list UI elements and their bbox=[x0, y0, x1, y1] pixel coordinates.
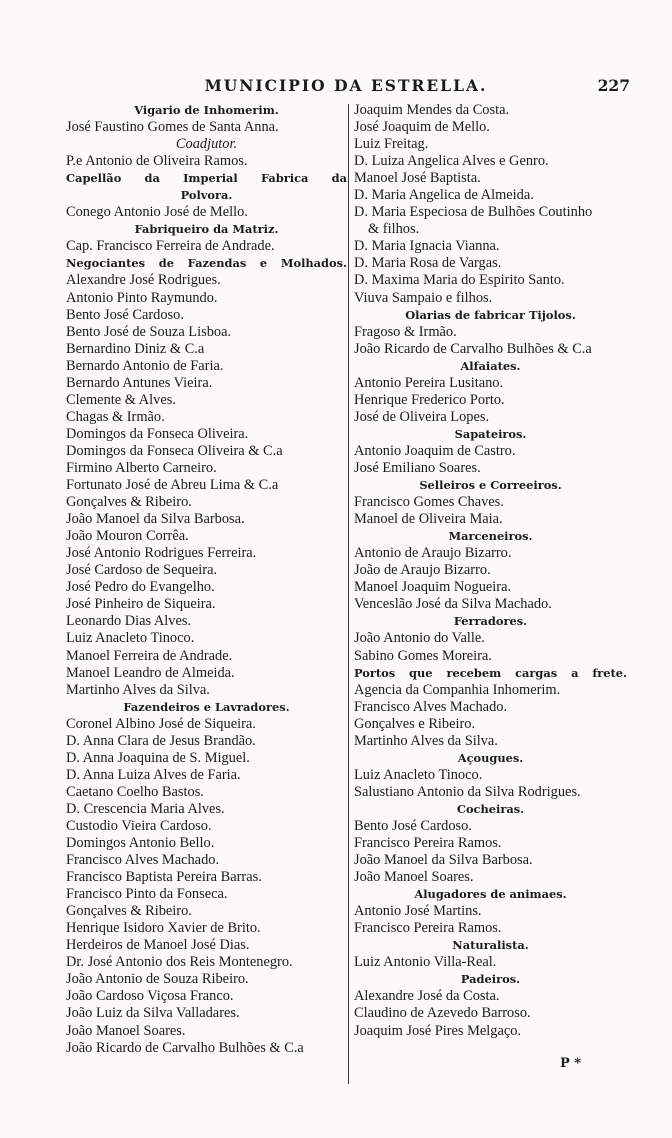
directory-entry: D. Anna Joaquina de S. Miguel. bbox=[66, 749, 250, 766]
directory-entry: Francisco Baptista Pereira Barras. bbox=[66, 869, 262, 886]
section-heading: Capellão da Imperial Fabrica da bbox=[66, 171, 347, 186]
signature-mark: P * bbox=[560, 1056, 582, 1071]
page-header bbox=[62, 74, 630, 96]
directory-entry: D. Maria Angelica de Almeida. bbox=[354, 187, 534, 204]
directory-entry: Fortunato José de Abreu Lima & C.a bbox=[66, 477, 279, 494]
directory-entry: Joaquim José Pires Melgaço. bbox=[354, 1022, 522, 1039]
left-column bbox=[66, 102, 347, 1057]
section-heading: Alugadores de animaes. bbox=[414, 887, 567, 902]
directory-entry: João de Araujo Bizarro. bbox=[354, 562, 491, 579]
directory-entry: Gonçalves & Ribeiro. bbox=[66, 494, 192, 511]
directory-entry: Gonçalves & Ribeiro. bbox=[66, 903, 192, 920]
section-heading: Padeiros. bbox=[460, 972, 521, 987]
directory-entry: Dr. José Antonio dos Reis Montenegro. bbox=[66, 954, 293, 971]
directory-entry: Martinho Alves da Silva. bbox=[354, 732, 498, 749]
directory-entry: Alexandre José Rodrigues. bbox=[66, 272, 221, 289]
section-heading: Portos que recebem cargas a frete. bbox=[354, 665, 627, 680]
directory-entry: José Joaquim de Mello. bbox=[354, 119, 490, 136]
section-heading: Polvora. bbox=[180, 188, 233, 203]
directory-entry: Alexandre José da Costa. bbox=[354, 988, 500, 1005]
directory-entry: Bernardo Antonio de Faria. bbox=[66, 357, 224, 374]
section-heading: Negociantes de Fazendas e Molhados. bbox=[66, 256, 347, 271]
directory-entry: Luiz Freitag. bbox=[354, 136, 429, 153]
directory-entry: Clemente & Alves. bbox=[66, 391, 176, 408]
directory-entry: P.e Antonio de Oliveira Ramos. bbox=[66, 153, 248, 170]
section-heading: Ferradores. bbox=[453, 614, 528, 629]
directory-entry: João Manoel da Silva Barbosa. bbox=[66, 511, 245, 528]
column-divider bbox=[348, 104, 349, 1084]
section-heading: Naturalista. bbox=[452, 938, 529, 953]
directory-entry: João Cardoso Viçosa Franco. bbox=[66, 988, 234, 1005]
directory-entry: José de Oliveira Lopes. bbox=[354, 408, 490, 425]
directory-entry: Henrique Frederico Porto. bbox=[354, 391, 505, 408]
directory-entry: Bento José Cardoso. bbox=[354, 817, 472, 834]
directory-entry: José Emiliano Soares. bbox=[354, 459, 481, 476]
section-heading: Fazendeiros e Lavradores. bbox=[123, 699, 290, 714]
directory-entry: D. Maxima Maria do Espirito Santo. bbox=[354, 272, 565, 289]
directory-entry: Salustiano Antonio da Silva Rodrigues. bbox=[354, 783, 581, 800]
directory-entry-continuation: & filhos. bbox=[368, 221, 420, 238]
directory-entry: Leonardo Dias Alves. bbox=[66, 613, 192, 630]
directory-entry: José Antonio Rodrigues Ferreira. bbox=[66, 545, 257, 562]
directory-entry: Caetano Coelho Bastos. bbox=[66, 783, 204, 800]
directory-entry: Custodio Vieira Cardoso. bbox=[66, 817, 212, 834]
section-subheading: Coadjutor. bbox=[175, 136, 238, 153]
directory-entry: João Luiz da Silva Valladares. bbox=[66, 1005, 240, 1022]
directory-entry: Martinho Alves da Silva. bbox=[66, 681, 210, 698]
directory-entry: João Manoel Soares. bbox=[354, 869, 474, 886]
section-heading: Olarias de fabricar Tijolos. bbox=[405, 307, 576, 322]
directory-entry: Luiz Anacleto Tinoco. bbox=[66, 630, 195, 647]
directory-entry: Bernardo Antunes Vieira. bbox=[66, 374, 213, 391]
directory-entry: Antonio José Martins. bbox=[354, 903, 482, 920]
directory-entry: Fragoso & Irmão. bbox=[354, 323, 457, 340]
directory-entry: Francisco Pereira Ramos. bbox=[354, 920, 502, 937]
directory-entry: João Manoel Soares. bbox=[66, 1022, 186, 1039]
directory-entry: Gonçalves e Ribeiro. bbox=[354, 715, 476, 732]
directory-entry: João Antonio do Valle. bbox=[354, 630, 485, 647]
section-heading: Alfaiates. bbox=[460, 358, 521, 373]
directory-entry: Manoel José Baptista. bbox=[354, 170, 481, 187]
directory-entry: D. Anna Luiza Alves de Faria. bbox=[66, 766, 241, 783]
section-heading: Selleiros e Correeiros. bbox=[419, 478, 562, 493]
directory-entry: Herdeiros de Manoel José Dias. bbox=[66, 937, 250, 954]
directory-entry: Antonio Pereira Lusitano. bbox=[354, 374, 504, 391]
directory-entry: Sabino Gomes Moreira. bbox=[354, 647, 492, 664]
directory-entry: José Faustino Gomes de Santa Anna. bbox=[66, 119, 279, 136]
directory-entry: Joaquim Mendes da Costa. bbox=[354, 102, 510, 118]
directory-entry: D. Maria Rosa de Vargas. bbox=[354, 255, 502, 272]
page-number: 227 bbox=[597, 76, 630, 95]
directory-entry: Bernardino Diniz & C.a bbox=[66, 340, 205, 357]
page-title: MUNICIPIO DA ESTRELLA. bbox=[204, 76, 488, 95]
directory-entry: D. Maria Ignacia Vianna. bbox=[354, 238, 500, 255]
directory-entry: João Ricardo de Carvalho Bulhões & C.a bbox=[354, 340, 592, 357]
directory-entry: D. Anna Clara de Jesus Brandão. bbox=[66, 732, 256, 749]
directory-entry: José Pedro do Evangelho. bbox=[66, 579, 215, 596]
section-heading: Cocheiras. bbox=[456, 801, 525, 816]
directory-entry: Claudino de Azevedo Barroso. bbox=[354, 1005, 531, 1022]
directory-entry: Domingos da Fonseca Oliveira & C.a bbox=[66, 442, 283, 459]
directory-entry: Francisco Pereira Ramos. bbox=[354, 835, 502, 852]
directory-entry: José Pinheiro de Siqueira. bbox=[66, 596, 216, 613]
directory-entry: José Cardoso de Sequeira. bbox=[66, 562, 218, 579]
directory-entry: Francisco Alves Machado. bbox=[354, 698, 508, 715]
directory-entry: Antonio Pinto Raymundo. bbox=[66, 289, 218, 306]
directory-entry: Manoel Ferreira de Andrade. bbox=[66, 647, 233, 664]
directory-entry: Firmino Alberto Carneiro. bbox=[66, 459, 217, 476]
directory-entry: Francisco Gomes Chaves. bbox=[354, 494, 504, 511]
directory-entry: João Ricardo de Carvalho Bulhões & C.a bbox=[66, 1039, 304, 1056]
directory-entry: Bento José de Souza Lisboa. bbox=[66, 323, 232, 340]
directory-entry: Bento José Cardoso. bbox=[66, 306, 184, 323]
directory-entry: Francisco Pinto da Fonseca. bbox=[66, 886, 228, 903]
directory-entry: D. Luiza Angelica Alves e Genro. bbox=[354, 153, 549, 170]
directory-entry: Viuva Sampaio e filhos. bbox=[354, 289, 493, 306]
directory-entry: Conego Antonio José de Mello. bbox=[66, 204, 248, 221]
section-heading: Sapateiros. bbox=[454, 426, 527, 441]
directory-entry: Francisco Alves Machado. bbox=[66, 852, 220, 869]
right-column bbox=[354, 102, 627, 1040]
directory-entry: Henrique Isidoro Xavier de Brito. bbox=[66, 920, 261, 937]
directory-entry: Manoel de Oliveira Maia. bbox=[354, 511, 503, 528]
directory-entry: Luiz Antonio Villa-Real. bbox=[354, 954, 497, 971]
directory-entry: Manoel Joaquim Nogueira. bbox=[354, 579, 512, 596]
directory-entry: D. Maria Especiosa de Bulhões Coutinho bbox=[354, 204, 593, 221]
directory-entry: D. Crescencia Maria Alves. bbox=[66, 800, 225, 817]
directory-entry: Antonio de Araujo Bizarro. bbox=[354, 545, 512, 562]
directory-entry: Venceslão José da Silva Machado. bbox=[354, 596, 552, 613]
directory-entry: Manoel Leandro de Almeida. bbox=[66, 664, 235, 681]
section-heading: Açougues. bbox=[457, 750, 524, 765]
directory-entry: Chagas & Irmão. bbox=[66, 408, 165, 425]
directory-entry: João Antonio de Souza Ribeiro. bbox=[66, 971, 249, 988]
directory-entry: João Mouron Corrêa. bbox=[66, 528, 189, 545]
directory-entry: Cap. Francisco Ferreira de Andrade. bbox=[66, 238, 275, 255]
section-heading: Marceneiros. bbox=[448, 529, 533, 544]
directory-entry: Domingos da Fonseca Oliveira. bbox=[66, 425, 249, 442]
directory-entry: Luiz Anacleto Tinoco. bbox=[354, 766, 483, 783]
directory-entry: Agencia da Companhia Inhomerim. bbox=[354, 681, 561, 698]
directory-entry: João Manoel da Silva Barbosa. bbox=[354, 852, 533, 869]
section-heading: Vigario de Inhomerim. bbox=[134, 103, 279, 117]
directory-entry: Coronel Albino José de Siqueira. bbox=[66, 715, 256, 732]
section-heading: Fabriqueiro da Matriz. bbox=[134, 222, 279, 237]
directory-entry: Domingos Antonio Bello. bbox=[66, 835, 215, 852]
directory-entry: Antonio Joaquim de Castro. bbox=[354, 442, 516, 459]
